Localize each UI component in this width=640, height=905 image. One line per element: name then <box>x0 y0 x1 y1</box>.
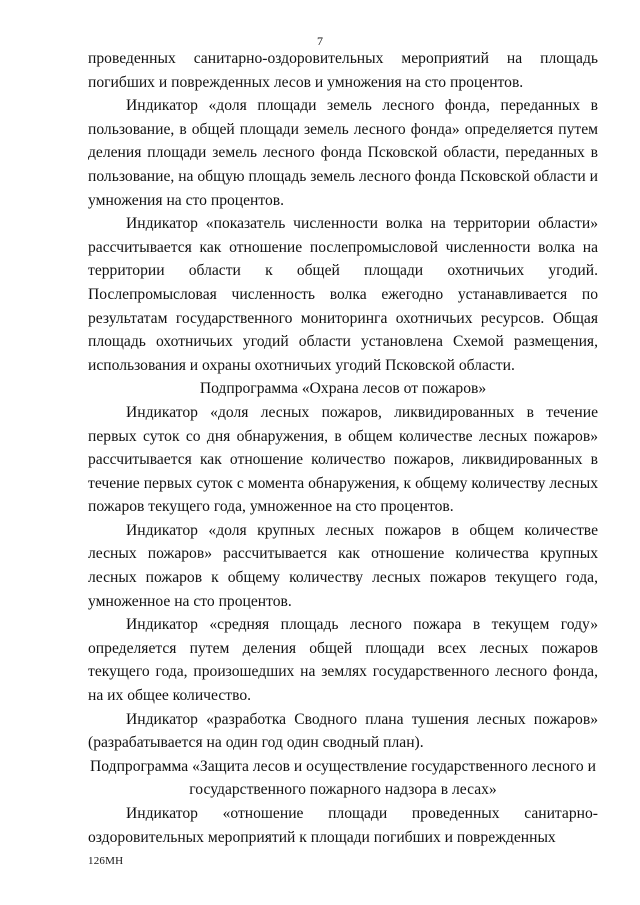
subprogram-heading-forest-protection: Подпрограмма «Защита лесов и осуществление государственного лесного и государственного пожарного надзора в лесах» <box>90 757 596 799</box>
paragraph-wolf-indicator: Индикатор «показатель численности волка на территории области» рассчитывается как отношение послепромысловой численности волка на территории области к общей площади охотничьих угодий. Послепромысловая численность волка ежегодно устанавливается по результатам государственного мониторинга охотничьих ресурсов. Общая площадь охотничьих угодий области установлена Схемой размещения, использования и охраны охотничьих угодий Псковской области. <box>88 215 598 374</box>
footer-code: 126МН <box>88 855 124 867</box>
subprogram-heading-fire-protection: Подпрограмма «Охрана лесов от пожаров» <box>199 380 487 398</box>
paragraph-fires-first-day-indicator: Индикатор «доля лесных пожаров, ликвидированных в течение первых суток со дня обнаружения, в общем количестве лесных пожаров» рассчитывается как отношение количество пожаров, ликвидированных в течение первых суток с момента обнаружения, к общему количеству лесных пожаров текущего года, умноженное на сто процентов. <box>88 403 598 516</box>
paragraph-large-fires-indicator: Индикатор «доля крупных лесных пожаров в общем количестве лесных пожаров» рассчитывается как отношение количества крупных лесных пожаров к общему количеству лесных пожаров текущего года, умноженное на сто процентов. <box>88 521 598 610</box>
paragraph-land-use-indicator: Индикатор «доля площади земель лесного фонда, переданных в пользование, в общей площади земель лесного фонда» определяется путем деления площади земель лесного фонда Псковской области, переданных в пользование, на общую площадь земель лесного фонда Псковской области и умножения на сто процентов. <box>88 97 598 209</box>
paragraph-average-fire-area-indicator: Индикатор «средняя площадь лесного пожара в текущем году» определяется путем деления общей площади всех лесных пожаров текущего года, произошедших на землях государственного лесного фонда, на их общее количество. <box>88 616 598 705</box>
continuation-paragraph: проведенных санитарно-оздоровительных мероприятий на площадь погибших и поврежденных лесов и умножения на сто процентов. <box>88 50 598 91</box>
paragraph-sanitary-measures-indicator: Индикатор «отношение площади проведенных санитарно-оздоровительных мероприятий к площади погибших и поврежденных <box>88 805 598 846</box>
page-number: 7 <box>317 34 323 48</box>
paragraph-fire-plan-indicator: Индикатор «разработка Сводного плана тушения лесных пожаров» (разрабатывается на один год один сводный план). <box>88 710 598 752</box>
document-body <box>88 47 598 849</box>
